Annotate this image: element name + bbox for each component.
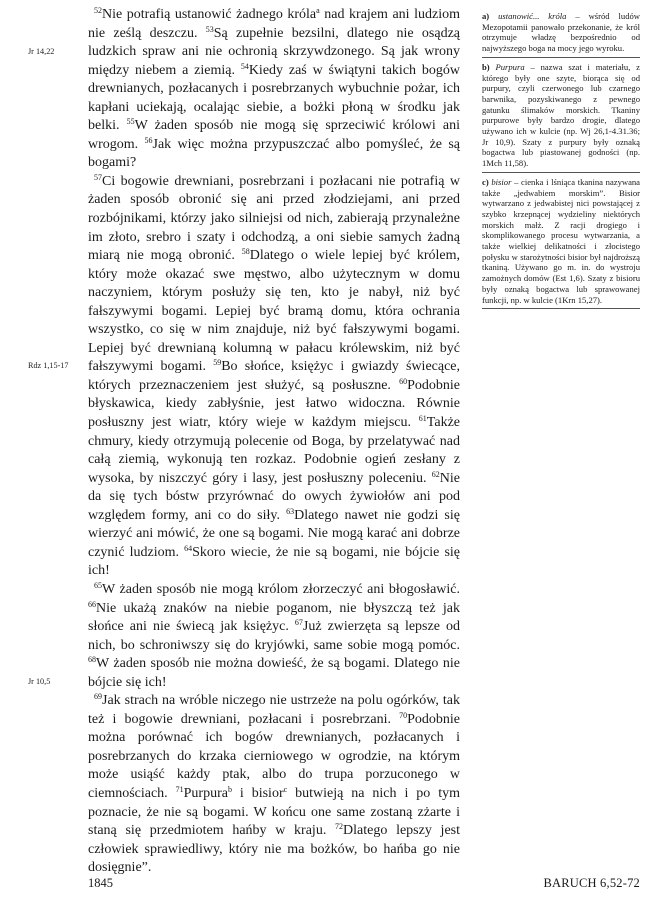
paragraph-verses-57-64 xyxy=(88,173,460,581)
footnote-text: – cienka i lśniąca tkanina nazywana także „jedwabiem morskim”. Bisior wytwarzano z jedwabistej nici powstającej z szybko krzepnącej wydzieliny niektórych morskich małż. Z racji drogiego i skomplikowanego procesu wytwarzania, a także wielkiej delikatności i złocistego połysku w starożytności bisior był najdroższą tkaniną. Używano go m. in. do wystroju zamożnych domów (Est 1,6). Szaty z bisioru były oznaką bogactwa lub sprawowanej funkcji, np. w kulcie (1Krn 15,27). xyxy=(482,176,640,305)
verse-number: 62 xyxy=(431,469,440,479)
verse-number: 57 xyxy=(94,172,102,182)
verse-text: Podobnie można porównać ich bogów drewnianych, pozłacanych i posrebrzanych do krzaka cierniowego w ogrodzie, na którym może usiąść każdy ptak, albo do trupa porzuconego w ciemnościach. xyxy=(88,711,460,801)
verse-text: Skoro wiecie, że nie są bogami, nie bójcie się ich! xyxy=(88,544,460,579)
verse-text: Nie potrafią ustanowić żadnego króla xyxy=(102,7,317,22)
verse-text: Kiedy zaś w świątyni takich bogów drewnianych, pozłacanych i posrebrzanych wybuchnie pożar, ich kapłani uciekają, ocalając siebie, a bożki płoną w środku jak belki. xyxy=(88,62,460,134)
footnote-text: – wśród ludów Mezopotamii panowało przekonanie, że król otrzymuje władzę bezpośrednio od najwyższego boga na mocy jego wyroku. xyxy=(482,11,640,54)
verse-number: 67 xyxy=(294,618,303,628)
verse-number: 66 xyxy=(88,599,96,609)
verse-number: 53 xyxy=(205,24,214,34)
verse-number: 61 xyxy=(418,414,427,424)
verse-number: 68 xyxy=(88,655,96,665)
verse-number: 55 xyxy=(126,117,135,127)
verse-text: Bo słońce, księżyc i gwiazdy świecące, których przeznaczeniem jest służyć, są posłuszne. xyxy=(88,359,461,393)
verse-text: nad krajem ani ludziom nie ześlą deszczu. xyxy=(88,7,460,41)
verse-number: 56 xyxy=(144,135,153,145)
footnote-c xyxy=(482,177,640,309)
margin-ref-jr-10-5: Jr 10,5 xyxy=(28,677,51,686)
verse-text: Nie da się tych bóstw przyrównać do owych żywiołów ani pod względem formy, ani co do siły. xyxy=(88,470,460,523)
margin-ref-jr-14-22: Jr 14,22 xyxy=(28,47,55,56)
verse-text: Dlatego nawet nie godzi się wierzyć ani mówić, że one są bogami. Nie mogą karać ani dobrze czynić ludziom. xyxy=(88,507,460,560)
verse-text: Są zupełnie bezsilni, dlatego nie osądzą ludzkich spraw ani nie ochronią skrzywdzonego. Są jak wrony między niebem a ziemią. xyxy=(88,25,460,78)
footnote-headword: ustanowić... króla xyxy=(498,11,567,21)
footnote-marker: b) xyxy=(482,61,490,72)
paragraph-verses-65-68 xyxy=(88,581,460,692)
verse-text: Już zwierzęta są lepsze od nich, bo schroniwszy się do kryjówki, same sobie mogą pomóc. xyxy=(88,619,460,653)
footnote-marker-b[interactable]: b xyxy=(227,784,232,794)
verse-number: 58 xyxy=(241,247,250,257)
verse-number: 70 xyxy=(399,710,408,720)
footnote-headword: bisior xyxy=(491,176,512,187)
footnote-marker: c) xyxy=(482,176,489,187)
verse-number: 54 xyxy=(240,61,249,71)
verse-text: Nie ukażą znaków na niebie poganom, nie błyszczą też jak słońce ani nie świecą jak księżyc. xyxy=(88,600,460,635)
footnote-marker-c[interactable]: c xyxy=(283,784,288,794)
running-head: BARUCH 6,52-72 xyxy=(543,876,640,890)
verse-text: Jak strach na wróble niczego nie ustrzeże na polu ogórków, tak też i bogowie drewniani, pozłacani i posrebrzani. xyxy=(88,693,460,727)
verse-text: W żaden sposób nie mogą się sprzeciwić królowi ani wrogom. xyxy=(88,118,460,152)
verse-text: Purpura xyxy=(183,785,228,801)
footnote-b xyxy=(482,62,640,173)
paragraph-verses-52-56 xyxy=(88,6,460,173)
verse-number: 64 xyxy=(184,543,193,553)
verse-text: W żaden sposób nie można dowieść, że są bogami. Dlatego nie bójcie się ich! xyxy=(88,656,460,690)
verse-text: W żaden sposób nie mogą królom złorzeczyć ani błogosławić. xyxy=(102,581,460,597)
footnote-text: – nazwa szat i materiału, z którego były one szyte, biorąca się od purpury, czyli czerwonego lub czarnego barwnika, pozyskiwanego z pewnego gatunku ślimaków morskich. Tkaniny purpurowe były bardzo drogie, dlatego używano ich w kulcie (np. Wj 26,1-4.31.36; Jr 10,9). Szaty z purpury były oznaką bogactwa lub piastowanej godności (np. 1Mch 11,58). xyxy=(482,61,640,169)
verse-text: Dlatego o wiele lepiej być królem, który może okazać swe męstwo, albo użytecznym w domu naczyniem, którym posłuży się ten, kto je nabył, niż być fałszywymi bogami. Lepiej być bramą domu, która ochrania wszystko, co się w nim znajduje, niż być fałszywymi bogami. Lepiej być drewnianą kolumną w pałacu królewskim, niż być fałszywymi bogami. xyxy=(88,248,460,375)
verse-number: 60 xyxy=(399,376,408,386)
footnote-marker: a) xyxy=(482,11,490,21)
page-number: 1845 xyxy=(88,876,113,890)
verse-text: butwieją na nich i po tym poznacie, że nie są bogami. W końcu one same zostaną zżarte i staną się przedmiotem hańby w kraju. xyxy=(88,785,460,839)
verse-number: 63 xyxy=(286,506,295,516)
verse-number: 59 xyxy=(213,358,222,368)
verse-text: Dlatego lepszy jest człowiek sprawiedliwy, który nie ma bożków, bo hańba go nie dosięgnie”. xyxy=(88,823,460,876)
verse-number: 69 xyxy=(94,692,102,702)
verse-number: 72 xyxy=(335,822,344,832)
verse-text: Także chmury, kiedy otrzymują polecenie od Boga, by przelatywać nad całą ziemią, wykonują ten rozkaz. Podobnie ogień zesłany z wysoka, by niszczyć góry i lasy, jest posłuszny poleceniu. xyxy=(88,415,460,486)
verse-text: Podobnie błyskawica, kiedy zabłyśnie, jest łatwo widoczna. Równie posłuszny jest wiatr, który wieje w każdym miejscu. xyxy=(88,377,460,431)
paragraph-verses-69-72 xyxy=(88,692,460,877)
verse-text: Ci bogowie drewniani, posrebrzani i pozłacani nie potrafią w żaden sposób obronić się ani przed złodziejami, ani przed rozbójnikami, którzy jako silniejsi od nich, zabierają przynależne im złoto, srebro i szaty i odchodzą, a oni siebie samych żadną miarą nie mogą obronić. xyxy=(88,173,460,264)
verse-text: i bisior xyxy=(231,785,284,801)
verse-text: Jak więc można przypuszczać albo pomyśleć, że są bogami? xyxy=(88,136,460,171)
footnote-marker-a[interactable]: a xyxy=(316,6,320,15)
footnotes-column xyxy=(482,11,640,313)
main-text-column xyxy=(88,6,460,878)
verse-number: 52 xyxy=(94,6,102,15)
verse-number: 65 xyxy=(94,580,102,590)
verse-number: 71 xyxy=(175,784,184,794)
footnote-a xyxy=(482,11,640,58)
margin-ref-rdz-1-15-17: Rdz 1,15-17 xyxy=(28,361,69,370)
footnote-headword: Purpura xyxy=(495,61,525,72)
